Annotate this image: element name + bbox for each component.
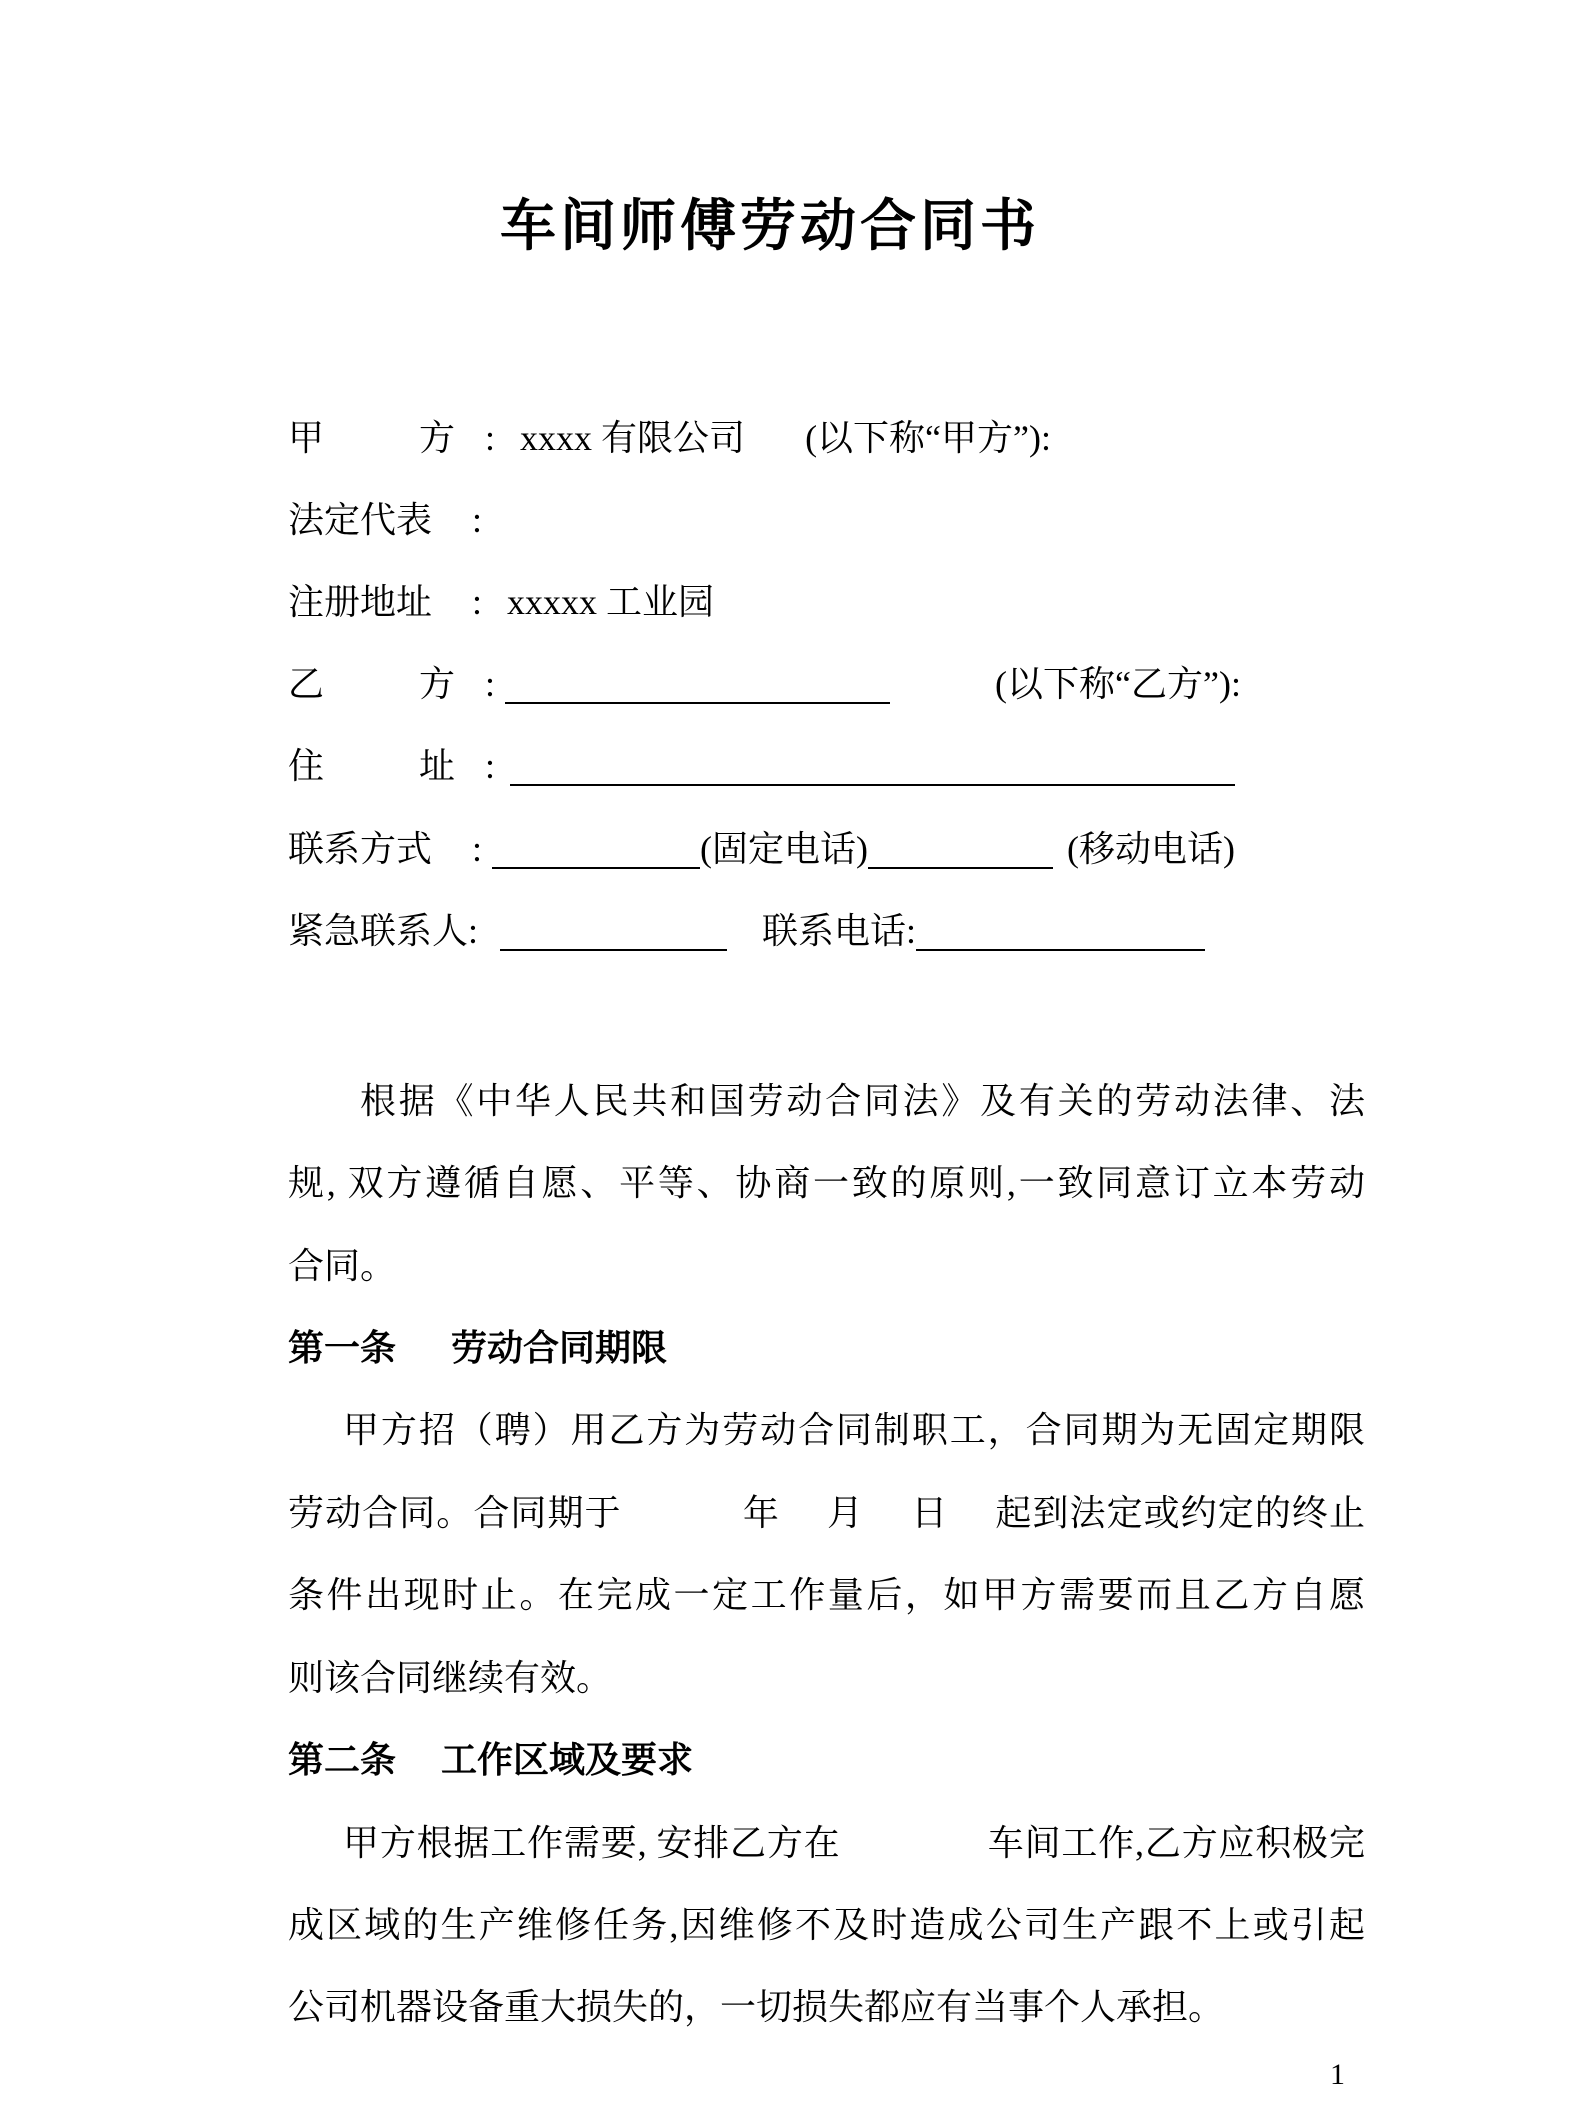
contact-colon: :: [472, 829, 483, 869]
page-number: 1: [1330, 2058, 1345, 2091]
article-2-heading: [288, 1737, 1365, 1783]
party-b-row: [288, 661, 1365, 707]
article-1-line-3: 条件出现时止。在完成一定工作量后，如甲方需要而且乙方自愿: [288, 1575, 1365, 1615]
legal-rep-label: 法定代表: [288, 500, 433, 540]
fixed-phone-label: (固定电话): [700, 829, 869, 869]
emergency-phone-blank: [916, 949, 1205, 951]
article-1-number: 第一条: [288, 1328, 397, 1368]
legal-rep-colon: :: [472, 500, 483, 540]
reg-addr-row: [288, 579, 1365, 625]
party-b-label-char1: 乙: [288, 664, 325, 704]
reg-addr-label: 注册地址: [288, 582, 433, 622]
residence-label-char2: 址: [419, 746, 456, 786]
article-2-line-2: 成区域的生产维修任务,因维修不及时造成公司生产跟不上或引起: [288, 1905, 1365, 1945]
residence-colon: :: [485, 746, 496, 786]
emergency-name-blank: [500, 949, 727, 951]
residence-blank: [510, 784, 1235, 786]
contract-title: 车间师傅劳动合同书: [500, 196, 1040, 258]
emergency-phone-label: 联系电话:: [762, 911, 917, 951]
article-2-number: 第二条: [288, 1740, 397, 1780]
party-a-label-char2: 方: [419, 418, 456, 458]
party-b-name-blank: [505, 702, 890, 704]
mobile-phone-blank: [868, 867, 1053, 869]
party-a-value: xxxx 有限公司: [520, 418, 746, 458]
article-1-heading: [288, 1325, 1365, 1371]
preamble-line-1: 根据《中华人民共和国劳动合同法》及有关的劳动法律、法: [360, 1081, 1365, 1121]
mobile-phone-label: (移动电话): [1067, 829, 1235, 869]
article-1-line-4: 则该合同继续有效。: [288, 1658, 613, 1698]
reg-addr-value: xxxxx 工业园: [507, 582, 715, 622]
article-1-line-1: 甲方招（聘）用乙方为劳动合同制职工，合同期为无固定期限: [343, 1410, 1365, 1450]
article-2-line-1: 甲方根据工作需要, 安排乙方在 车间工作,乙方应积极完: [343, 1823, 1365, 1863]
article-2-title: 工作区域及要求: [441, 1740, 694, 1780]
party-a-label-char1: 甲: [288, 418, 325, 458]
article-2-line-3: 公司机器设备重大损失的，一切损失都应有当事个人承担。: [288, 1987, 1225, 2027]
article-1-line-2: 劳动合同。合同期于 年 月 日 起到法定或约定的终止: [288, 1493, 1365, 1533]
party-b-label-char2: 方: [419, 664, 456, 704]
emergency-row: [288, 908, 1365, 954]
preamble-line-2: 规, 双方遵循自愿、平等、协商一致的原则,一致同意订立本劳动: [288, 1163, 1365, 1203]
party-a-colon: :: [485, 418, 496, 458]
party-a-alias-note: (以下称“甲方”):: [805, 418, 1051, 458]
residence-row: [288, 743, 1365, 789]
reg-addr-colon: :: [472, 582, 483, 622]
fixed-phone-blank: [492, 867, 700, 869]
residence-label-char1: 住: [288, 746, 325, 786]
party-a-row: [288, 415, 1365, 461]
contact-label: 联系方式: [288, 829, 433, 869]
article-1-title: 劳动合同期限: [451, 1328, 668, 1368]
party-b-colon: :: [485, 664, 496, 704]
emergency-label: 紧急联系人:: [288, 911, 479, 951]
contact-row: [288, 826, 1365, 872]
party-b-alias-note: (以下称“乙方”):: [995, 664, 1241, 704]
preamble-line-3: 合同。: [288, 1246, 397, 1286]
legal-rep-row: [288, 497, 1365, 543]
